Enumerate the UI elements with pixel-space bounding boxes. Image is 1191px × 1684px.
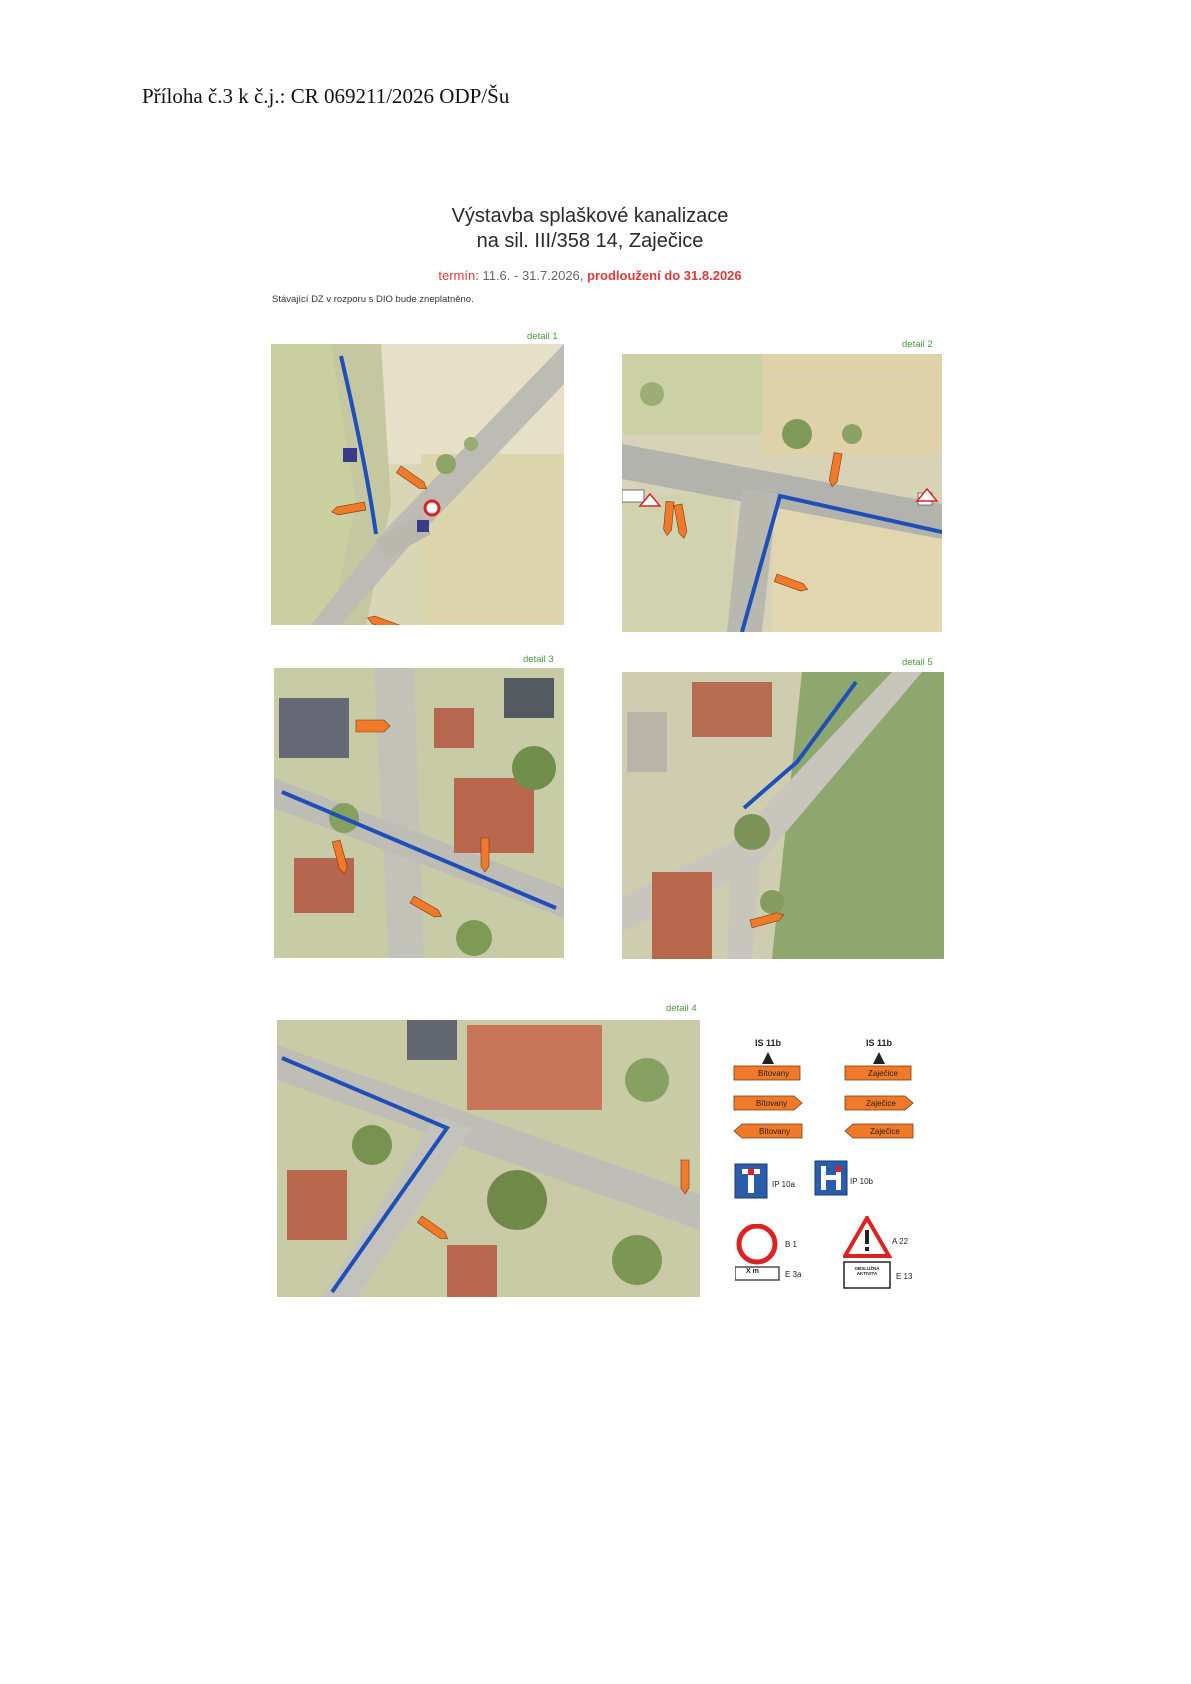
e13-sign-text: OBSLUŽNÁ AKTIVITA [854,1266,880,1276]
b1-no-entry-icon [735,1224,783,1282]
term-dates: 11.6. - 31.7.2026, [482,268,584,283]
legend-place-a-3: Bítovany [759,1127,791,1136]
detail-5-label: detail 5 [902,657,933,668]
detail-2-label: detail 2 [902,339,933,350]
e3a-sign-value: X m [746,1268,759,1275]
term-line [340,268,840,283]
legend-a22-code: A 22 [892,1237,909,1246]
title-line-2: na sil. III/358 14, Zaječice [476,230,704,252]
legend-ip10a-code: IP 10a [772,1180,795,1189]
title-line-1: Výstavba splaškové kanalizace [451,205,729,227]
legend-place-b-3: Zaječice [870,1127,900,1136]
legend-is11b-left-code: IS 11b [755,1038,782,1048]
up-arrow-icon [873,1052,885,1064]
reference-number: Příloha č.3 k č.j.: CR 069211/2026 ODP/Šu [142,84,510,108]
detail-5-map [622,672,944,959]
document-title [400,204,780,254]
ip10a-dead-end-icon [734,1163,768,1199]
detail-2-map [622,354,942,632]
legend-e3a-code: E 3a [785,1270,802,1279]
legend-e13-code: E 13 [896,1272,913,1281]
legend-ip10b-code: IP 10b [850,1177,873,1186]
detail-4-label: detail 4 [666,1003,697,1014]
detail-4-map [277,1020,700,1297]
detail-1-map [271,344,564,625]
note-text: Stávající DZ v rozporu s DIO bude zneplatněno. [272,294,474,305]
legend-place-a-1: Bítovany [758,1069,790,1078]
term-extension: prodloužení do 31.8.2026 [587,268,742,283]
legend-b1-code: B 1 [785,1240,798,1249]
legend-is11b-right-code: IS 11b [866,1038,893,1048]
legend-place-b-1: Zaječice [868,1069,898,1078]
detail-1-label: detail 1 [527,331,558,342]
legend-place-b-2: Zaječice [866,1099,896,1108]
a22-warning-icon [843,1216,893,1290]
legend-place-a-2: Bítovany [756,1099,788,1108]
up-arrow-icon [762,1052,774,1064]
ip10b-dead-end-side-icon [814,1160,848,1196]
term-label: termín: [438,268,479,283]
detail-3-label: detail 3 [523,654,554,665]
detail-3-map [274,668,564,958]
